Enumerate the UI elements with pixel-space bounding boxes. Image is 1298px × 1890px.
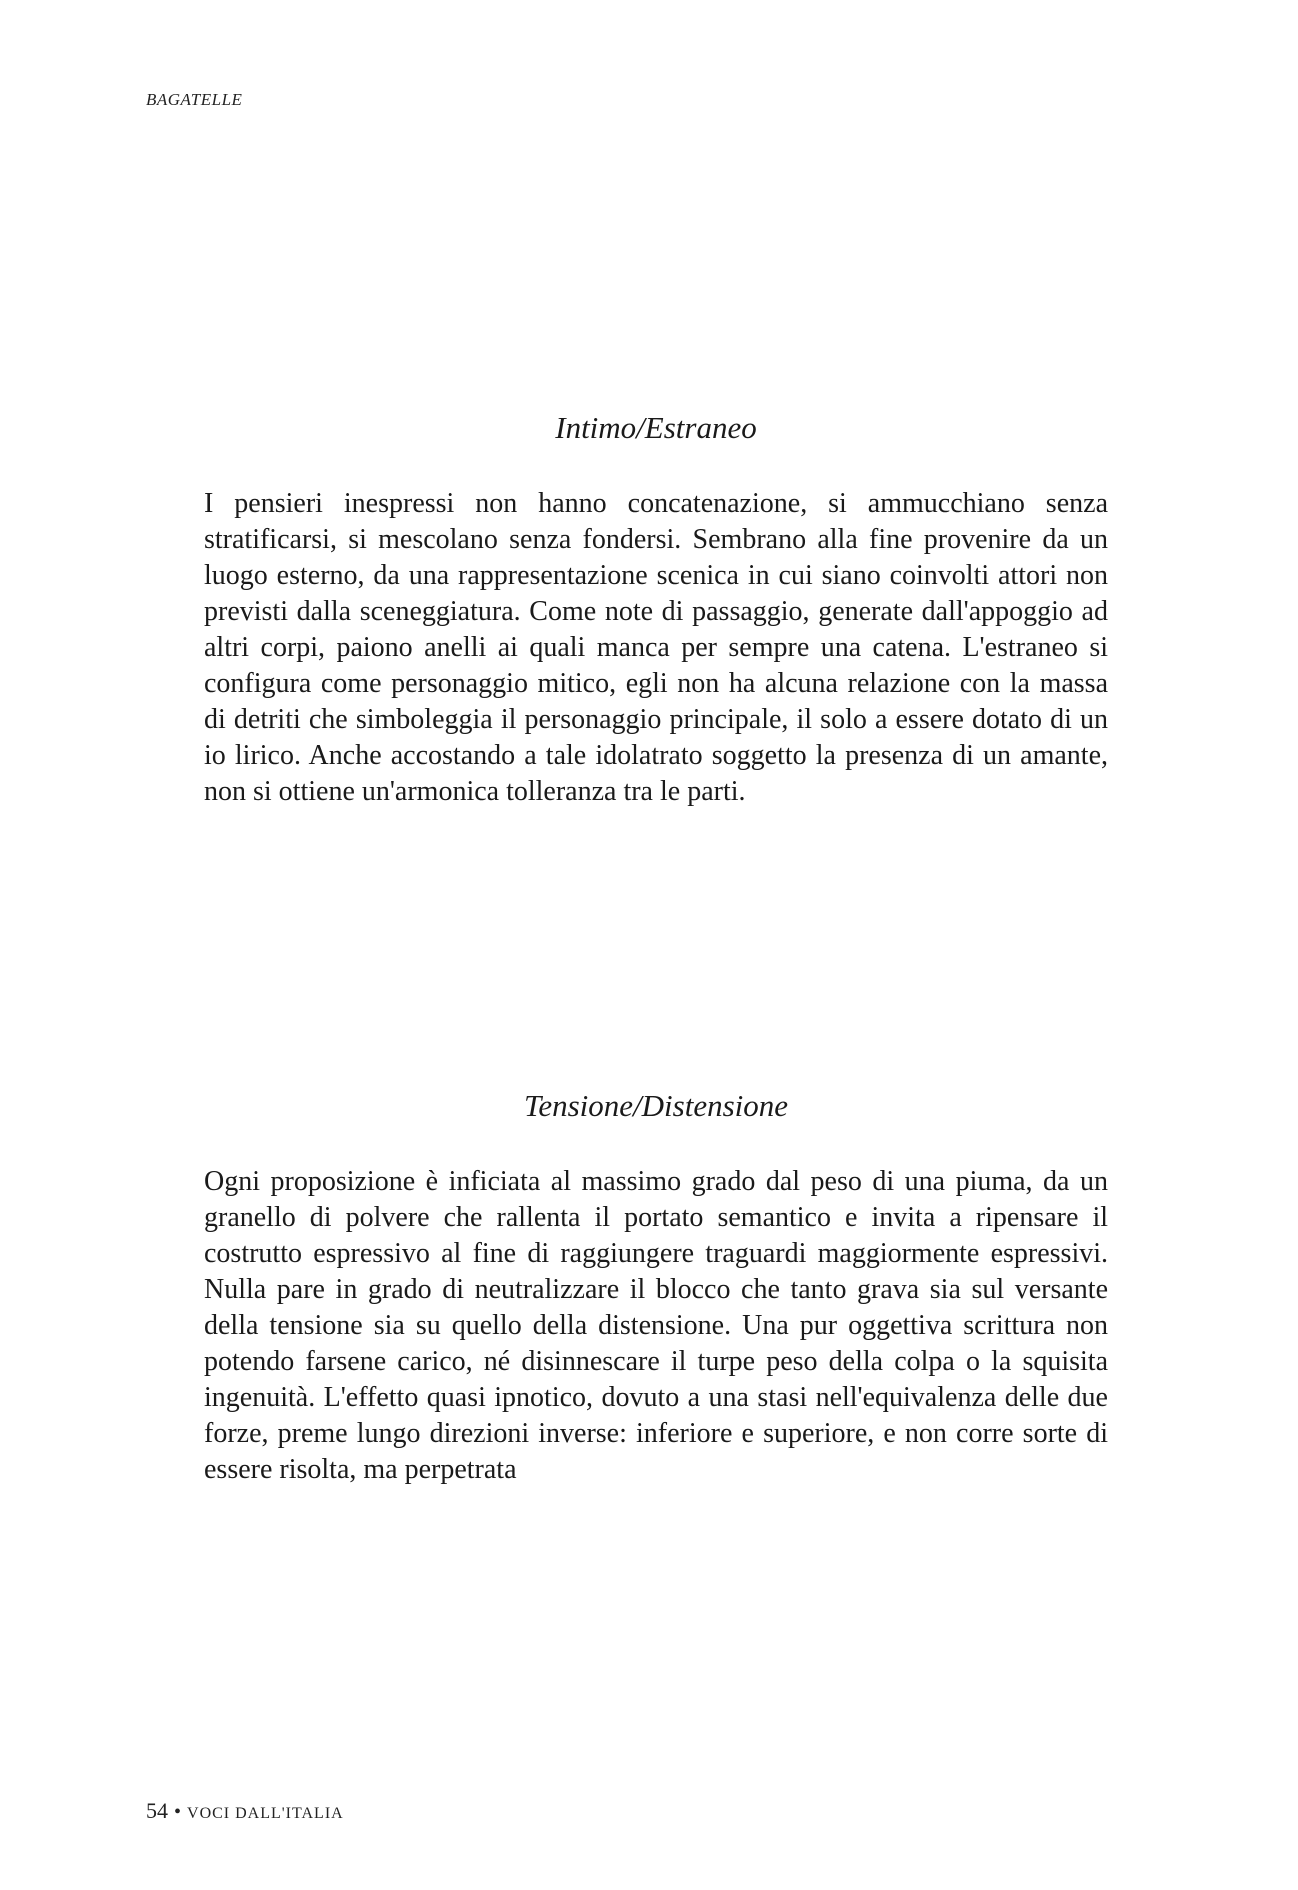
section-intimo-estraneo: [204, 408, 1108, 810]
section-title: Intimo/Estraneo: [555, 410, 757, 445]
section-tensione-distensione: [204, 1086, 1108, 1488]
section-title: Tensione/Distensione: [523, 1088, 789, 1123]
section-body: Ogni proposizione è inficiata al massimo grado dal peso di una piuma, da un granello di polvere che rallenta il portato semantico e invita a ripensare il costrutto espressivo al fine di raggiungere traguardi maggiormente espressivi. Nulla pare in grado di neutralizzare il blocco che tanto grava sia sul versante della tensione sia su quello della distensione. Una pur oggettiva scrittura non potendo farsene carico, né disinnescare il turpe peso della colpa o la squisita ingenuità. L'effetto quasi ipnotico, dovuto a una stasi nell'equivalenza delle due forze, preme lungo direzioni inverse: inferiore e superiore, e non corre sorte di essere risolta, ma perpetrata: [204, 1166, 1108, 1485]
running-head: BAGATELLE: [146, 90, 243, 109]
journal-name: VOCI DALL'ITALIA: [187, 1805, 344, 1822]
section-body: I pensieri inespressi non hanno concatenazione, si ammucchiano senza stratificarsi, si mescolano senza fondersi. Sembrano alla fine provenire da un luogo esterno, da una rappresentazione scenica in cui siano coinvolti attori non previsti dalla sceneggiatura. Come note di passaggio, generate dall'appoggio ad altri corpi, paiono anelli ai quali manca per sempre una catena. L'estraneo si configura come personaggio mitico, egli non ha alcuna relazione con la massa di detriti che simboleggia il personaggio principale, il solo a essere dotato di un io lirico. Anche accostando a tale idolatrato soggetto la presenza di un amante, non si ottiene un'armonica tolleranza tra le parti.: [204, 488, 1108, 807]
footer-separator: •: [174, 1801, 182, 1823]
page-footer: [146, 1798, 344, 1824]
page-number: 54: [146, 1798, 168, 1823]
